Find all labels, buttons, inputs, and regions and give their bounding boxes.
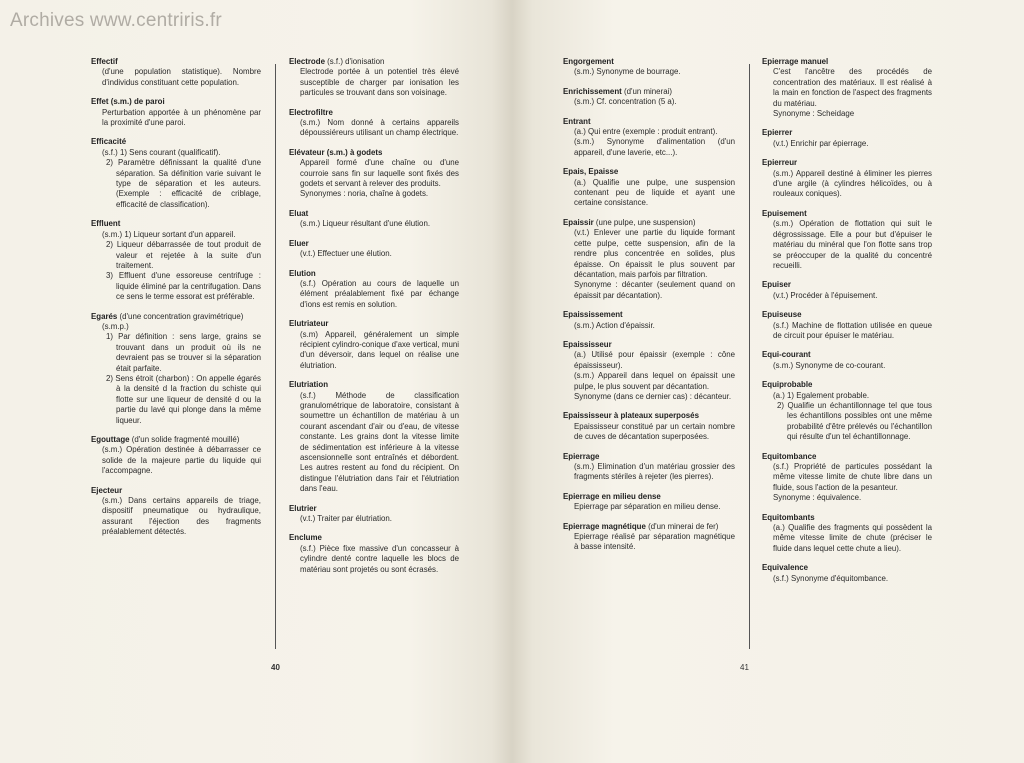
entry-term: Epierrage en milieu dense [563, 491, 661, 501]
entry-definition: (s.m.) Opération destinée à débarrasser ce solide de la majeure partie du liquide qui l'accompagne. [102, 445, 261, 476]
entry-term: Epuisement [762, 208, 807, 218]
entry-term: Epaississement [563, 310, 623, 320]
entry-sub-definition: 2) Qualifie un échantillonnage tel que tous les échantillons possibles ont une même probabilité d'être prélevés ou l'échantillon qui résulte d'un tel échantillonnage. [777, 400, 932, 442]
entry-heading [91, 57, 261, 67]
entry-term: Eluat [289, 208, 309, 218]
column-left-2 [289, 57, 459, 584]
entry-heading [91, 435, 261, 445]
entry-heading [91, 137, 261, 147]
entry-definition: Synonyme : équivalence. [773, 493, 862, 503]
entry-heading [563, 167, 735, 177]
glossary-entry [563, 492, 735, 513]
entry-heading [563, 340, 735, 350]
entry-definition: (s.m) Appareil, généralement un simple récipient cylindro-conique d'axe vertical, muni d'un déversoir, dans lequel on réalise une élutriation. [300, 329, 459, 370]
entry-heading [762, 310, 932, 320]
column-right-2 [762, 57, 932, 593]
entry-heading [563, 522, 735, 532]
glossary-entry [91, 312, 261, 426]
glossary-entry [289, 533, 459, 575]
entry-definition: (s.m.p.) [102, 321, 129, 331]
entry-definition: (s.m.) Synonyme d'alimentation (d'un appareil, d'une laverie, etc...). [574, 137, 735, 157]
glossary-entry [762, 158, 932, 200]
entry-definition: (s.m.) Synonyme de co-courant. [773, 360, 886, 370]
entry-qualifier: (une pulpe, une suspension) [595, 217, 696, 227]
glossary-entry [762, 452, 932, 504]
entry-heading [563, 117, 735, 127]
entry-term: Engorgement [563, 57, 614, 66]
entry-sub-definition: 3) Effluent d'une essoreuse centrifuge : liquide éliminé par la centrifugation. Dans ce sens le terme essorat est préférable. [106, 271, 261, 302]
entry-term: Epierrage [563, 451, 600, 461]
glossary-entry [762, 513, 932, 555]
glossary-entry [563, 340, 735, 402]
glossary-entry [762, 209, 932, 271]
entry-heading [289, 269, 459, 279]
entry-heading [91, 97, 261, 107]
entry-qualifier: (d'un solide fragmenté mouillé) [131, 435, 240, 444]
entry-heading [91, 219, 261, 229]
entry-definition: (a.) Qualifie une pulpe, une suspension contenant peu de liquide et ayant une certaine consistance. [574, 177, 735, 208]
entry-qualifier: (s.f.) d'ionisation [327, 57, 385, 66]
glossary-entry [289, 108, 459, 139]
entry-term: Electrode [289, 57, 325, 66]
entry-definition: (s.f.) Opération au cours de laquelle un élément préalablement fixé par échange d'ions est remis en solution. [300, 278, 459, 309]
glossary-entry [762, 128, 932, 149]
glossary-entry [563, 310, 735, 331]
entry-definition: (v.t.) Enlever une partie du liquide formant cette pulpe, cette suspension, afin de la rendre plus concentrée en solides, plus épaisse. On épaissit le plus souvent par décantation, mais parfois par filtration. [574, 228, 735, 279]
glossary-entry [762, 380, 932, 442]
glossary-entry [289, 57, 459, 99]
entry-heading [563, 87, 735, 97]
entry-term: Equiprobable [762, 380, 813, 390]
entry-term: Elutriateur [289, 319, 329, 329]
entry-definition: (a.) 1) Egalement probable. [773, 390, 870, 400]
entry-heading [91, 312, 261, 322]
entry-definition: (v.t.) Traiter par élutriation. [300, 514, 392, 524]
entry-definition: (v.t.) Procéder à l'épuisement. [773, 290, 878, 300]
entry-definition: (s.f.) Méthode de classification granulométrique de laboratoire, consistant à soumettre un échantillon de matériau à un courant ascendant d'air ou d'eau, de vitesse constante. Les grains dont la vitesse limite de sédimentation est inférieure à la vitesse ascensionnelle sont entraînés et débordent. Les autres restent au fond du récipient. On distingue l'élutriation dans l'air et l'élutriation dans l'eau. [300, 390, 459, 494]
column-divider [275, 64, 276, 649]
entry-heading [289, 533, 459, 543]
entry-term: Epierrage manuel [762, 57, 829, 66]
entry-qualifier: (d'un minerai) [623, 86, 672, 96]
entry-definition: Perturbation apportée à un phénomène par la proximité d'une paroi. [102, 107, 261, 128]
entry-definition: (s.f.) Propriété de particules possédant la même vitesse limite de chute libre dans un fluide, sous l'action de la pesanteur. [773, 462, 932, 492]
entry-definition: (a.) Qui entre (exemple : produit entrant). [574, 127, 718, 137]
entry-heading [563, 452, 735, 462]
entry-definition: (s.m.) Appareil dans lequel on épaissit une pulpe, le plus souvent par décantation. [574, 371, 735, 391]
glossary-entry [289, 380, 459, 494]
entry-term: Efficacité [91, 137, 127, 147]
entry-term: Effectif [91, 57, 118, 66]
entry-qualifier: (d'un minerai de fer) [648, 521, 719, 531]
entry-definition: (s.f.) Machine de flottation utilisée en queue de circuit pour épuiser le matériau. [773, 320, 932, 340]
entry-term: Epaississeur [563, 339, 612, 349]
glossary-entry [91, 57, 261, 88]
entry-definition: (s.m.) Liqueur résultant d'une élution. [300, 219, 431, 229]
entry-definition: (s.m.) Appareil destiné à éliminer les pierres d'une argile (à cylindres hélicoïdes, ou à rouleaux coniques). [773, 168, 932, 199]
entry-heading [762, 128, 932, 138]
glossary-entry [91, 435, 261, 477]
entry-term: Eluer [289, 238, 309, 248]
entry-heading [563, 492, 735, 502]
glossary-entry [91, 97, 261, 128]
entry-heading [563, 57, 735, 67]
glossary-entry [289, 319, 459, 371]
entry-term: Equitombants [762, 512, 815, 522]
glossary-entry [762, 310, 932, 341]
glossary-entry [563, 411, 735, 442]
entry-term: Epuiser [762, 280, 791, 290]
entry-definition: (s.f.) 1) Sens courant (qualificatif). [102, 147, 221, 157]
entry-definition: (a.) Qualifie des fragments qui possèdent la même vitesse limite de chute (préciser le fluide dans lequel cette chute a lieu). [773, 523, 932, 553]
entry-heading [762, 158, 932, 168]
column-divider [749, 64, 750, 649]
entry-heading [762, 57, 932, 67]
entry-heading [762, 380, 932, 390]
glossary-entry [91, 486, 261, 538]
watermark-text: Archives www.centriris.fr [10, 10, 222, 31]
entry-definition: (s.f.) Synonyme d'équitombance. [773, 573, 889, 583]
glossary-entry [91, 137, 261, 210]
entry-definition: Electrode portée à un potentiel très élevé susceptible de charger par ionisation les particules se trouvant dans son voisinage. [300, 67, 459, 98]
entry-definition: (s.m.) Action d'épaissir. [574, 320, 655, 330]
entry-heading [762, 350, 932, 360]
entry-term: Elutriation [289, 380, 329, 390]
glossary-entry [563, 87, 735, 108]
entry-heading [563, 218, 735, 228]
entry-sub-definition: 2) Paramètre définissant la qualité d'une séparation. Sa définition varie suivant le type de séparation et les auteurs. (Exemple : efficacité de criblage, efficacité de classification). [106, 158, 261, 209]
glossary-entry [289, 504, 459, 525]
entry-sub-definition: 1) Par définition : sens large, grains se trouvant dans un produit où ils ne devraient pas se trouver si la séparation était parfaite. [106, 332, 261, 373]
page-number-right: 41 [740, 663, 749, 672]
entry-heading [91, 486, 261, 496]
entry-definition: C'est l'ancêtre des procédés de concentration des matériaux. Il est réalisé à la main en fonction de l'aspect des fragments du matériau. [773, 67, 932, 108]
entry-term: Epaississeur à plateaux superposés [563, 411, 699, 421]
entry-heading [762, 513, 932, 523]
entry-definition: (v.t.) Enrichir par épierrage. [773, 138, 869, 148]
column-right-1 [563, 57, 735, 562]
entry-term: Equi-courant [762, 350, 811, 360]
entry-definition: Epierrage par séparation en milieu dense. [574, 502, 721, 512]
entry-qualifier: (d'une concentration gravimétrique) [119, 311, 244, 321]
entry-term: Epaissir [563, 217, 594, 227]
entry-heading [289, 239, 459, 249]
glossary-entry [91, 219, 261, 302]
glossary-entry [762, 57, 932, 119]
glossary-entry [563, 57, 735, 78]
entry-definition: (s.f.) Pièce fixe massive d'un concasseur à cylindre denté contre laquelle les blocs de matériau sont projetés ou sont écrasés. [300, 543, 459, 574]
entry-definition: Synonyme (dans ce dernier cas) : décanteur. [574, 391, 732, 401]
entry-term: Egarés [91, 311, 118, 321]
entry-term: Entrant [563, 116, 591, 126]
glossary-entry [563, 218, 735, 301]
entry-term: Epierrer [762, 128, 793, 138]
entry-sub-definition: 2) Sens étroit (charbon) : On appelle égarés à la densité d la fraction du schiste qui flotte sur une liqueur de densité d ou la partie du lavé qui plonge dans la même liqueur. [106, 373, 261, 425]
entry-definition: (v.t.) Effectuer une élution. [300, 249, 392, 259]
entry-definition: (s.m.) Synonyme de bourrage. [574, 67, 681, 77]
glossary-entry [762, 563, 932, 584]
entry-term: Elutrier [289, 503, 317, 513]
entry-heading [762, 280, 932, 290]
entry-definition: (s.m.) 1) Liqueur sortant d'un appareil. [102, 229, 236, 239]
entry-term: Equivalence [762, 563, 809, 573]
glossary-entry [563, 452, 735, 483]
entry-definition: (d'une population statistique). Nombre d'individus constituant cette population. [102, 67, 261, 87]
entry-term: Effet (s.m.) de paroi [91, 97, 165, 107]
entry-definition: (a.) Utilisé pour épaissir (exemple : cône épaississeur). [574, 350, 735, 370]
entry-term: Epuiseuse [762, 310, 802, 320]
entry-term: Egouttage [91, 435, 130, 444]
entry-sub-definition: 2) Liqueur débarrassée de tout produit de valeur et rejetée à la suite d'un traitement. [106, 240, 261, 270]
entry-definition: Epaississeur constitué par un certain nombre de cuves de décantation superposées. [574, 421, 735, 442]
glossary-entry [762, 350, 932, 371]
glossary-entry [289, 239, 459, 260]
glossary-entry [762, 280, 932, 301]
glossary-entry [289, 209, 459, 230]
entry-heading [762, 563, 932, 573]
entry-heading [762, 209, 932, 219]
entry-definition: (s.m.) Elimination d'un matériau grossier des fragments stériles à rejeter (les pierres). [574, 462, 735, 482]
entry-heading [289, 209, 459, 219]
entry-definition: Epierrage réalisé par séparation magnétique à basse intensité. [574, 532, 735, 552]
page-number-left: 40 [271, 663, 280, 672]
entry-term: Enclume [289, 533, 322, 543]
entry-heading [289, 380, 459, 390]
entry-heading [289, 148, 459, 158]
entry-definition: Synonymes : noria, chaîne à godets. [300, 189, 429, 199]
entry-term: Elution [289, 268, 316, 278]
entry-definition: (s.m.) Dans certains appareils de triage, dispositif pneumatique ou hydraulique, assurant l'éjection des fragments préalablement détectés. [102, 496, 261, 537]
entry-term: Effluent [91, 219, 121, 229]
entry-term: Epais, Epaisse [563, 167, 619, 177]
entry-term: Epierreur [762, 158, 798, 168]
entry-term: Elévateur (s.m.) à godets [289, 147, 383, 157]
glossary-entry [289, 269, 459, 311]
entry-definition: Synonyme : décanter (seulement quand on épaissit par décantation). [574, 280, 735, 300]
entry-definition: (s.m.) Opération de flottation qui suit le dégrossissage. Elle a pour but d'épuiser le matériau du minéral que l'on flotte sans trop se préoccuper de la qualité du concentré recueilli. [773, 219, 932, 270]
entry-definition: (s.m.) Nom donné à certains appareils dépoussiéreurs utilisant un champ électrique. [300, 118, 459, 138]
glossary-entry [563, 167, 735, 209]
glossary-entry [563, 117, 735, 159]
glossary-entry [563, 522, 735, 553]
entry-heading [563, 411, 735, 421]
entry-term: Enrichissement [563, 86, 622, 96]
entry-definition: Synonyme : Scheidage [773, 109, 855, 119]
entry-heading [289, 319, 459, 329]
entry-heading [289, 57, 459, 67]
entry-heading [563, 310, 735, 320]
entry-heading [289, 504, 459, 514]
entry-term: Ejecteur [91, 485, 123, 495]
glossary-entry [289, 148, 459, 200]
entry-term: Equitombance [762, 451, 817, 461]
entry-term: Electrofiltre [289, 107, 333, 117]
entry-term: Epierrage magnétique [563, 521, 646, 531]
entry-heading [289, 108, 459, 118]
column-left-1 [91, 57, 261, 547]
entry-definition: Appareil formé d'une chaîne ou d'une courroie sans fin sur laquelle sont fixés des godets et servant à relever des produits. [300, 158, 459, 189]
entry-definition: (s.m.) Cf. concentration (5 a). [574, 97, 677, 107]
entry-heading [762, 452, 932, 462]
